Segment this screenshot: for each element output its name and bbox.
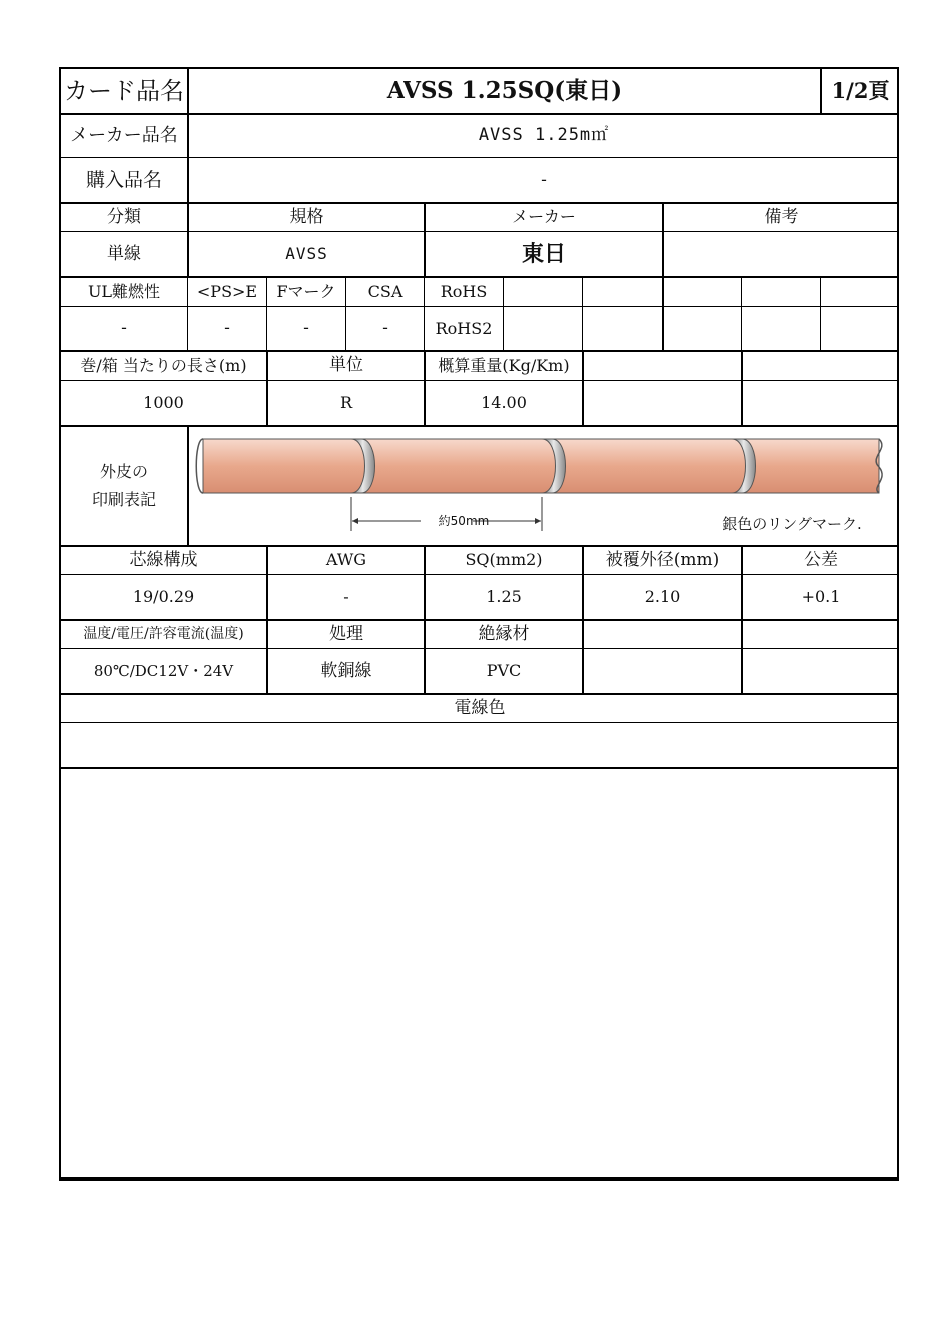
awg-header: AWG: [325, 550, 367, 570]
strand-config-header: 芯線構成: [129, 549, 198, 570]
ring-mark-note: 銀色のリングマーク.: [722, 515, 862, 533]
wire-body: [203, 439, 879, 493]
f-mark-value: -: [303, 318, 309, 339]
pse-value: -: [224, 318, 230, 339]
page-number: 1/2頁: [831, 78, 890, 104]
insulation-value: PVC: [486, 661, 522, 681]
remarks-header: 備考: [764, 206, 799, 227]
print-marking-label-line1: 外皮の: [99, 462, 148, 481]
rating-value: 80℃/DC12V・24V: [93, 662, 234, 680]
sq-header: SQ(mm2): [465, 550, 543, 570]
wire-color-value: [61, 723, 899, 767]
pse-header: <PS>E: [196, 281, 258, 301]
arrowhead-left: [352, 518, 358, 524]
purchase-name-value: -: [541, 169, 547, 190]
maker-name-label: メーカー品名: [70, 124, 178, 146]
remarks-value: [664, 232, 899, 276]
csa-header: CSA: [367, 281, 403, 301]
f-mark-header: Fマーク: [276, 281, 336, 301]
arrowhead-right: [535, 518, 541, 524]
weight-value: 14.00: [481, 393, 527, 413]
maker-name-value: AVSS 1.25m㎡: [478, 125, 610, 146]
wire-end-left: [196, 439, 203, 493]
wire-color-header: 電線色: [454, 697, 506, 718]
classification-header: 分類: [107, 206, 141, 227]
dimension-label: 約50mm: [438, 513, 490, 528]
card-name-label: カード品名: [64, 76, 184, 105]
rohs-value: RoHS2: [435, 318, 493, 338]
classification-value: 単線: [107, 243, 141, 264]
weight-header: 概算重量(Kg/Km): [438, 355, 570, 375]
strand-config-value: 19/0.29: [132, 587, 195, 607]
csa-value: -: [382, 318, 388, 339]
insulation-header: 絶縁材: [478, 623, 530, 644]
length-per-reel-header: 巻/箱 当たりの長さ(m): [80, 355, 247, 375]
spec-card: [59, 67, 899, 1181]
card-name: AVSS 1.25SQ(東日): [386, 77, 623, 105]
tolerance-value: +0.1: [801, 587, 841, 607]
standard-header: 規格: [289, 206, 324, 227]
rohs-header: RoHS: [440, 281, 488, 301]
ul-header: UL難燃性: [87, 281, 161, 301]
maker-header: メーカー: [512, 207, 576, 227]
unit-value: R: [339, 393, 353, 413]
outer-diameter-header: 被覆外径(mm): [605, 549, 720, 570]
awg-value: -: [343, 587, 349, 607]
treatment-header: 処理: [329, 623, 363, 644]
notes-area: [61, 769, 899, 1177]
rating-header: 温度/電圧/許容電流(温度): [83, 625, 244, 642]
unit-header: 単位: [329, 355, 363, 376]
sq-value: 1.25: [486, 587, 522, 607]
print-marking-label: [61, 427, 187, 545]
outer-diameter-value: 2.10: [644, 587, 681, 607]
purchase-name-label: 購入品名: [85, 168, 162, 191]
length-per-reel-value: 1000: [143, 393, 184, 413]
standard-value: AVSS: [285, 244, 328, 264]
maker-value: 東日: [521, 240, 566, 267]
print-marking-label-line2: 印刷表記: [91, 490, 156, 509]
treatment-value: 軟銅線: [320, 660, 372, 681]
tolerance-header: 公差: [804, 549, 838, 570]
ul-value: -: [121, 318, 127, 339]
